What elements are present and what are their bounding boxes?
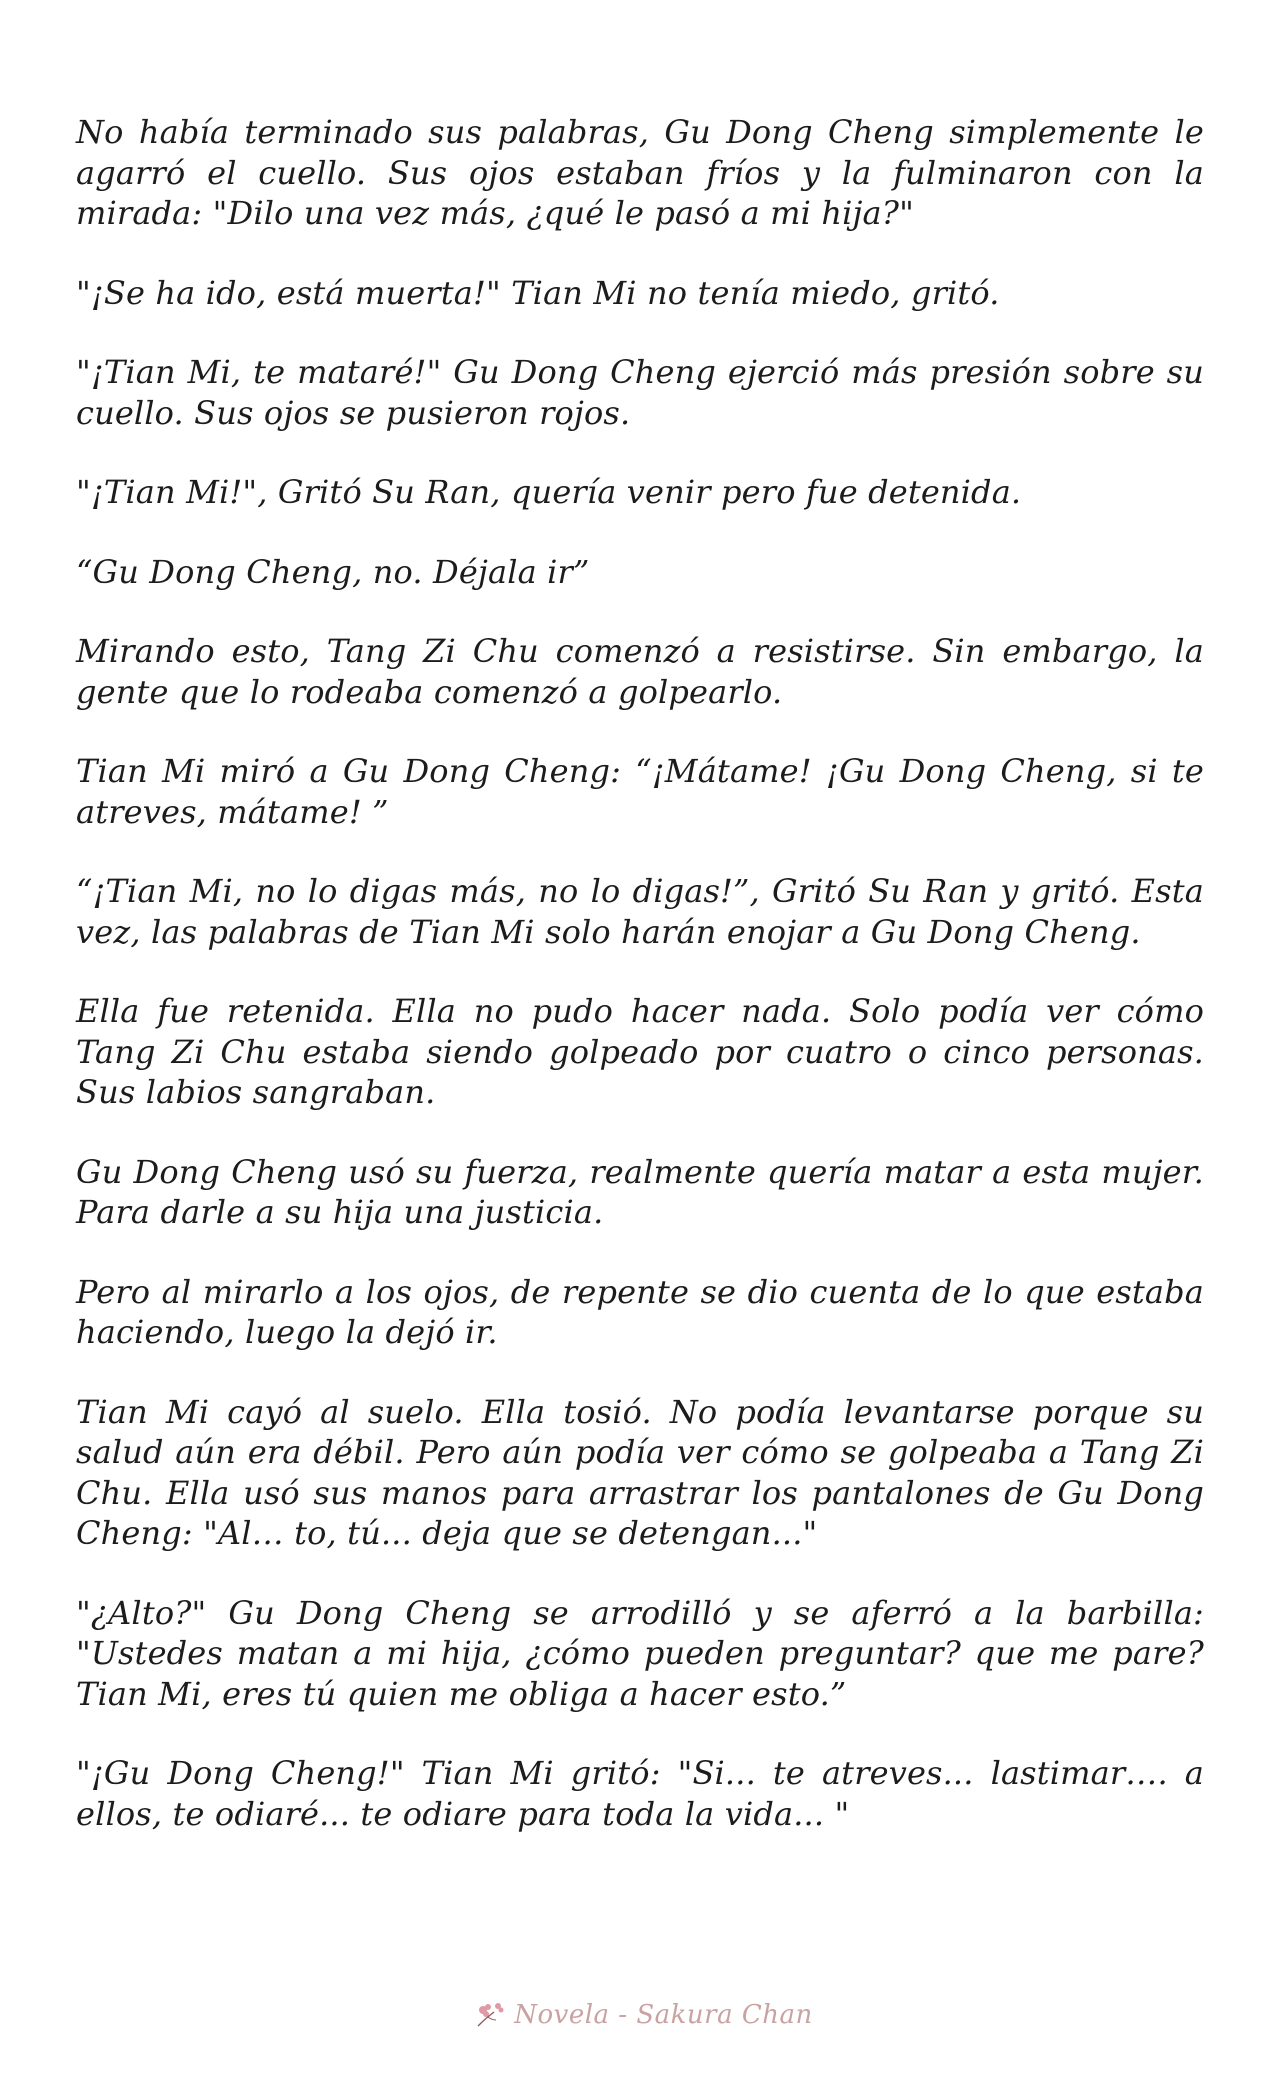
footer-text: Novela - Sakura Chan (514, 2000, 813, 2030)
paragraph: "¿Alto?" Gu Dong Cheng se arrodilló y se aferró a la barbilla: "Ustedes matan a mi hija, ¿cómo pueden preguntar? que me pare? Tian Mi, eres tú quien me obliga a hacer esto.” (76, 1593, 1204, 1713)
cherry-blossom-icon (474, 1998, 508, 2032)
paragraph: Tian Mi cayó al suelo. Ella tosió. No podía levantarse porque su salud aún era débil. Pero aún podía ver cómo se golpeaba a Tang Zi Chu. Ella usó sus manos para arrastrar los pantalones de Gu Dong Cheng: "Al… to, tú... deja que se detengan..." (76, 1392, 1204, 1552)
paragraph: "¡Tian Mi!", Gritó Su Ran, quería venir pero fue detenida. (76, 473, 1022, 511)
paragraph: Ella fue retenida. Ella no pudo hacer nada. Solo podía ver cómo Tang Zi Chu estaba siendo golpeado por cuatro o cinco personas. Sus labios sangraban. (76, 992, 1204, 1111)
paragraph: Pero al mirarlo a los ojos, de repente se dio cuenta de lo que estaba haciendo, luego la dejó ir. (76, 1272, 1204, 1351)
paragraph: Tian Mi miró a Gu Dong Cheng: “¡Mátame! ¡Gu Dong Cheng, si te atreves, mátame! ” (76, 752, 1204, 831)
footer-watermark (474, 1998, 813, 2032)
paragraph: "¡Se ha ido, está muerta!" Tian Mi no tenía miedo, gritó. (76, 273, 1000, 312)
paragraph: No había terminado sus palabras, Gu Dong Cheng simplemente le agarró el cuello. Sus ojos estaban fríos y la fulminaron con la mirada: "Dilo una vez más, ¿qué le pasó a mi hija?" (76, 113, 1204, 232)
paragraph: “¡Tian Mi, no lo digas más, no lo digas!”, Gritó Su Ran y gritó. Esta vez, las palabras de Tian Mi solo harán enojar a Gu Dong Cheng. (76, 872, 1204, 951)
paragraph: “Gu Dong Cheng, no. Déjala ir” (76, 552, 590, 591)
paragraph: "¡Gu Dong Cheng!" Tian Mi gritó: "Si... te atreves... lastimar…. a ellos, te odiaré... te odiare para toda la vida... " (76, 1754, 1204, 1833)
document-body (76, 112, 1204, 1873)
footer (0, 1998, 1275, 2032)
paragraph: "¡Tian Mi, te mataré!" Gu Dong Cheng ejerció más presión sobre su cuello. Sus ojos se pusieron rojos. (76, 353, 1204, 432)
paragraph: Gu Dong Cheng usó su fuerza, realmente quería matar a esta mujer. Para darle a su hija una justicia. (76, 1152, 1204, 1231)
paragraph: Mirando esto, Tang Zi Chu comenzó a resistirse. Sin embargo, la gente que lo rodeaba comenzó a golpearlo. (76, 632, 1204, 711)
